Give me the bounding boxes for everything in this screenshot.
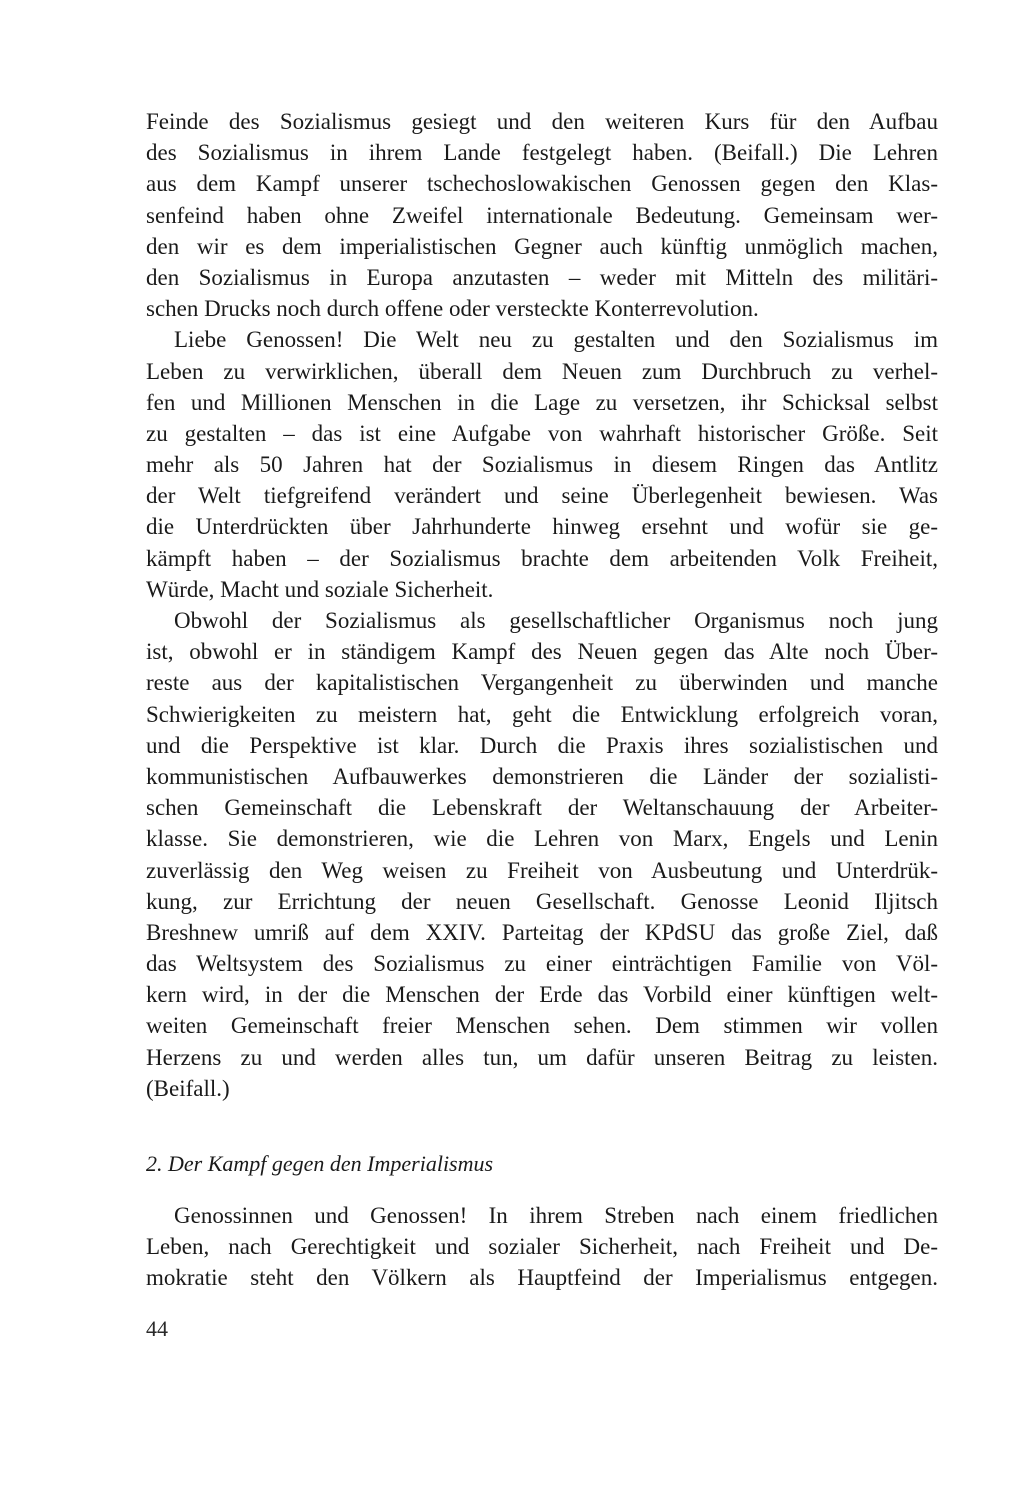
text-line: Herzens zu und werden alles tun, um dafür unseren Beitrag zu leisten. — [146, 1044, 938, 1070]
text-line: (Beifall.) — [146, 1075, 230, 1101]
text-line: den wir es dem imperialistischen Gegner auch künftig unmöglich machen, — [146, 233, 938, 259]
text-line: schen Gemeinschaft die Lebenskraft der Weltanschauung der Arbeiter- — [146, 795, 938, 821]
paragraph — [146, 106, 938, 324]
section-body-text — [146, 1200, 938, 1294]
text-line: kung, zur Errichtung der neuen Gesellschaft. Genosse Leonid Iljitsch — [146, 888, 938, 914]
text-line: Genossinnen und Genossen! In ihrem Streben nach einem friedlichen — [174, 1203, 938, 1228]
text-line: klasse. Sie demonstrieren, wie die Lehren von Marx, Engels und Lenin — [146, 826, 938, 852]
text-line: zuverlässig den Weg weisen zu Freiheit von Ausbeutung und Unterdrük- — [146, 857, 938, 883]
text-line: schen Drucks noch durch offene oder versteckte Konterrevolution. — [146, 296, 759, 322]
section-heading: 2. Der Kampf gegen den Imperialismus — [146, 1151, 494, 1176]
text-line: ist, obwohl er in ständigem Kampf des Neuen gegen das Alte noch Über- — [146, 639, 938, 665]
page-number: 44 — [146, 1316, 168, 1341]
text-line: kern wird, in der die Menschen der Erde das Vorbild einer künftigen welt- — [146, 982, 938, 1008]
text-line: Obwohl der Sozialismus als gesellschaftlicher Organismus noch jung — [174, 608, 938, 633]
text-line: kämpft haben – der Sozialismus brachte dem arbeitenden Volk Freiheit, — [146, 545, 938, 571]
text-line: der Welt tiefgreifend verändert und seine Überlegenheit bewiesen. Was — [146, 483, 938, 509]
text-line: des Sozialismus in ihrem Lande festgelegt haben. (Beifall.) Die Lehren — [146, 140, 938, 166]
text-line: und die Perspektive ist klar. Durch die Praxis ihres sozialistischen und — [146, 732, 938, 758]
text-line: fen und Millionen Menschen in die Lage zu versetzen, ihr Schicksal selbst — [146, 389, 938, 415]
text-line: Leben, nach Gerechtigkeit und sozialer Sicherheit, nach Freiheit und De- — [146, 1234, 938, 1260]
text-line: weiten Gemeinschaft freier Menschen sehen. Dem stimmen wir vollen — [146, 1013, 938, 1039]
body-text — [146, 106, 938, 1104]
text-line: senfeind haben ohne Zweifel internationale Bedeutung. Gemeinsam wer- — [146, 202, 938, 228]
text-line: kommunistischen Aufbauwerkes demonstrieren die Länder der sozialisti- — [146, 763, 938, 789]
text-line: aus dem Kampf unserer tschechoslowakischen Genossen gegen den Klas- — [146, 171, 938, 197]
text-line: mokratie steht den Völkern als Hauptfeind der Imperialismus entgegen. — [146, 1265, 938, 1291]
text-line: zu gestalten – das ist eine Aufgabe von wahrhaft historischer Größe. Seit — [146, 420, 938, 446]
text-line: mehr als 50 Jahren hat der Sozialismus in diesem Ringen das Antlitz — [146, 452, 938, 478]
text-line: Schwierigkeiten zu meistern hat, geht die Entwicklung erfolgreich voran, — [146, 701, 938, 727]
text-line: Feinde des Sozialismus gesiegt und den weiteren Kurs für den Aufbau — [146, 109, 938, 134]
paragraph — [146, 324, 938, 605]
text-line: die Unterdrückten über Jahrhunderte hinweg ersehnt und wofür sie ge- — [146, 514, 938, 540]
text-line: reste aus der kapitalistischen Vergangenheit zu überwinden und manche — [146, 670, 938, 696]
text-line: Würde, Macht und soziale Sicherheit. — [146, 576, 494, 602]
text-line: Breshnew umriß auf dem XXIV. Parteitag der KPdSU das große Ziel, daß — [146, 919, 938, 945]
text-line: das Weltsystem des Sozialismus zu einer einträchtigen Familie von Völ- — [146, 951, 938, 977]
text-line: den Sozialismus in Europa anzutasten – weder mit Mitteln des militäri- — [146, 264, 938, 290]
paragraph — [146, 605, 938, 1104]
text-line: Leben zu verwirklichen, überall dem Neuen zum Durchbruch zu verhel- — [146, 358, 938, 384]
text-line: Liebe Genossen! Die Welt neu zu gestalten und den Sozialismus im — [174, 327, 938, 353]
